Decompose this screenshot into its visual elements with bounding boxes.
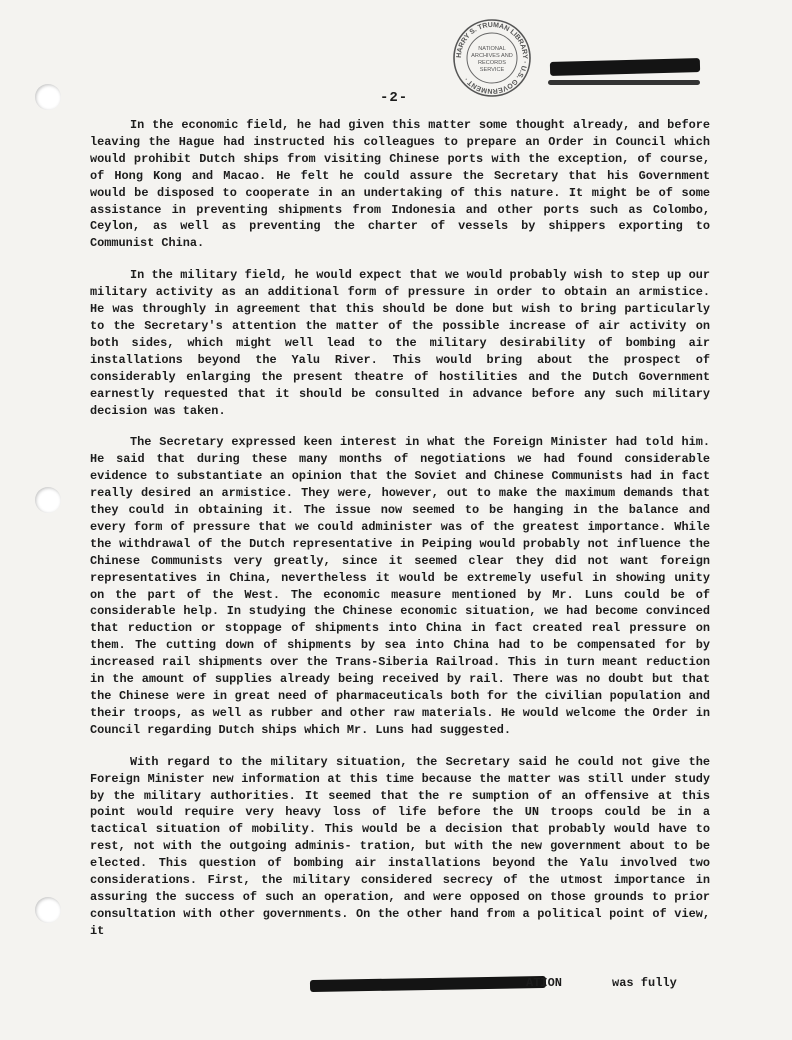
stamp-outer-text: HARRY S. TRUMAN LIBRARY · U.S. GOVERNMENT · (455, 21, 529, 95)
punch-hole (35, 897, 61, 923)
stamp-line: ARCHIVES AND (471, 53, 513, 59)
stamp-line: NATIONAL (478, 46, 506, 52)
classification-marking-redacted (548, 58, 700, 98)
redaction-bar (310, 976, 546, 992)
continuation-text: was fully (612, 976, 677, 990)
footer-classification-marking (310, 976, 570, 996)
punch-hole (35, 487, 61, 513)
paragraph-economic: In the economic field, he had given this matter some thought already, and before leaving the Hague had instructed his colleagues to prepare an Order in Council which would prohibit Dutch ships from visiting Chinese ports with the exception, of course, of Hong Kong and Macao. He felt he could assure the Secretary that his Government would be disposed to cooperate in an undertaking of this nature. It might be of some assistance in preventing shipments from Indonesia and other ports such as Colombo, Ceylon, as well as preventing the charter of vessels by shippers exporting to Communist China. (90, 118, 710, 251)
paragraph-secretary-response: The Secretary expressed keen interest in what the Foreign Minister had told him. He said that during these many months of negotiations we had found considerable evidence to substantiate an opinion that the Soviet and Chinese Communists had in fact really desired an armistice. They were, however, out to make the maximum demands that they could in obtaining it. The issue now seemed to be hanging in the balance and every form of pressure that we could administer was of the greatest importance. While the withdrawal of the Dutch representative in Peiping would probably not influence the Chinese Communists very greatly, since it seemed clear they did not want foreign representatives in China, nevertheless it would be extremely useful in showing unity on the part of the West. The economic measure mentioned by Mr. Luns could be of considerable help. In studying the Chinese economic situation, we had become convinced that reduction or stoppage of shipments into China in fact created real pressure on them. The cutting down of shipments by sea into China had to be compensated for by increased rail shipments over the Trans-Siberia Railroad. This in turn meant reduction in the amount of supplies already being received by rail. There was no doubt but that the Chinese were in great need of pharmaceuticals both for the civilian population and their troops, as well as rubber and other raw materials. He would welcome the Order in Council regarding Dutch ships which Mr. Luns had suggested. (90, 435, 710, 737)
redaction-bar (550, 58, 700, 76)
memo-body (90, 117, 710, 940)
marking-tail: ATION (526, 976, 563, 990)
stamp-line: RECORDS (478, 60, 506, 66)
punch-hole (35, 84, 61, 110)
page-number: -2- (380, 90, 409, 106)
paragraph-military-situation: With regard to the military situation, the Secretary said he could not give the Foreign Minister new information at this time because the matter was still under study by the military authorities. It seemed that the re sumption of an offensive at this point would require very heavy loss of life before the UN troops could be in a tactical situation of mobility. This would be a decision that probably would have to rest, not with the outgoing adminis- tration, but with the new government about to be elected. This question of bombing air installations beyond the Yalu involved two considerations. First, the military considered secrecy of the utmost importance in assuring the success of such an operation, and were opposed on those grounds to prior consultation with other governments. On the other hand from a political point of view, it (90, 754, 710, 938)
stamp-line: SERVICE (479, 67, 505, 73)
paragraph-military: In the military field, he would expect that we would probably wish to step up our military activity as an additional form of pressure in order to obtain an armistice. He was throughly in agreement that this should be done but wish to bring particularly to the Secretary's attention the matter of the possible increase of air activity on both sides, which might well lead to the military desirability of bombing air installations beyond the Yalu River. This would bring about the prospect of considerably enlarging the present theatre of hostilities and the Dutch Government earnestly requested that it should be consulted in advance before any such military decision was taken. (90, 268, 710, 418)
archives-stamp (452, 18, 532, 98)
redaction-underline (548, 80, 700, 85)
